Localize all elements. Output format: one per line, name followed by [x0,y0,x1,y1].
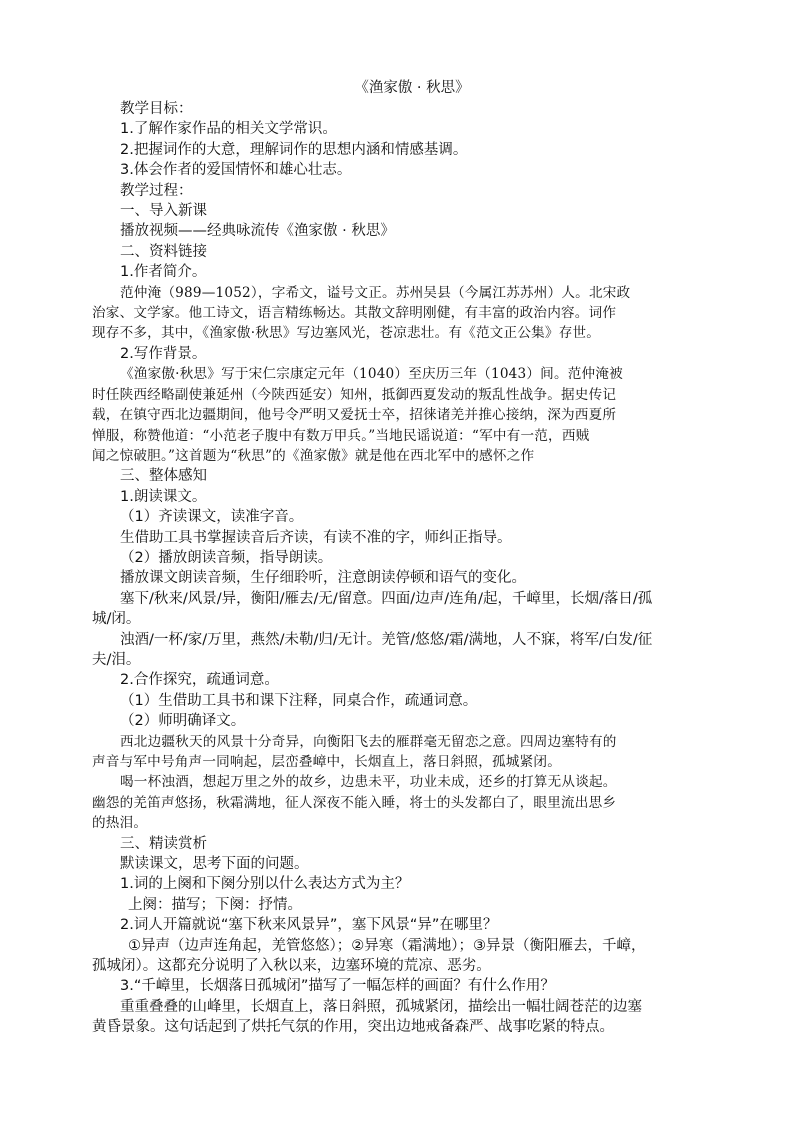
text-line: 现存不多，其中，《渔家傲·秋思》写边塞风光，苍凉悲壮。有《范文正公集》存世。 [92,325,601,342]
text-line: 1.作者简介。 [120,264,207,281]
text-line: 教学过程： [120,182,193,199]
text-line: （2）师明确译文。 [120,713,246,730]
text-line: 2.写作背景。 [120,345,207,362]
text-line: 生借助工具书掌握读音后齐读，有读不准的字，师纠正指导。 [120,529,512,546]
text-line: 播放视频——经典咏流传《渔家傲 · 秋思》 [120,223,395,240]
text-line: ①异声（边声连角起，羌管悠悠）；②异寒（霜满地）；③异景（衡阳雁去，千嶂， [128,937,646,954]
text-line: 1.朗读课文。 [120,488,207,505]
text-line: 二、资料链接 [120,243,207,260]
document-page [92,78,702,1038]
text-line: 夫/泪。 [92,651,141,668]
text-line: 孤城闭）。这都充分说明了入秋以来，边塞环境的荒凉、恶劣。 [92,958,491,975]
text-line: 幽怨的羌笛声悠扬，秋霜满地，征人深夜不能入睡，将士的头发都白了，眼里流出思乡 [92,794,617,811]
text-line: （2）播放朗读音频，指导朗读。 [120,549,333,566]
text-line: （1）生借助工具书和课下注释，同桌合作，疏通词意。 [120,692,478,709]
text-line: 3.“千嶂里，长烟落日孤城闭”描写了一幅怎样的画面？有什么作用？ [120,978,555,995]
text-line: 浊酒/一杯/家/万里，燕然/未勒/归/无计。羌管/悠悠/霜/满地，人不寐，将军/白发/征 [120,631,653,648]
text-line: 重重叠叠的山峰里，长烟直上，落日斜照，孤城紧闭，描绘出一幅壮阔苍茫的边塞 [120,998,642,1015]
text-line: 3.体会作者的爱国情怀和雄心壮志。 [120,162,352,179]
text-line: 教学目标： [120,101,193,117]
page-title: 《渔家傲 · 秋思》 [354,80,470,96]
text-line: 黄昏景象。这句话起到了烘托气氛的作用，突出边地戒备森严、战事吃紧的特点。 [92,1019,614,1036]
text-line: 城/闭。 [92,611,141,628]
text-line: 闻之惊破胆。”这首题为“秋思”的《渔家傲》就是他在西北军中的感怀之作 [92,447,535,464]
text-line: 的热泪。 [92,815,148,832]
text-line: 2.把握词作的大意，理解词作的思想内涵和情感基调。 [120,141,468,158]
text-line: 声音与军中号角声一同响起，层峦叠嶂中，长烟直上，落日斜照，孤城紧闭。 [92,754,561,770]
text-line: 治家、文学家。他工诗文，语言精练畅达。其散文辞明刚健，有丰富的政治内容。词作 [92,305,617,322]
text-line: 西北边疆秋天的风景十分奇异，向衡阳飞去的雁群毫无留恋之意。四周边塞特有的 [120,733,617,750]
text-line: 范仲淹（989—1052），字希文，谥号文正。苏州吴县（今属江苏苏州）人。北宋政 [120,284,631,301]
text-line: 默读课文，思考下面的问题。 [120,856,309,873]
text-line: 1.词的上阕和下阕分别以什么表达方式为主？ [120,876,410,893]
text-line: 三、精读赏析 [120,835,207,852]
document-body [92,99,702,1038]
text-line: 时任陕西经略副使兼延州（今陕西延安）知州，抵御西夏发动的叛乱性战争。据史传记 [92,386,617,403]
text-line: 播放课文朗读音频，生仔细聆听，注意朗读停顿和语气的变化。 [120,570,526,587]
text-line: 2.词人开篇就说“塞下秋来风景异”，塞下风景“异”在哪里？ [120,917,498,934]
text-line: （1）齐读课文，读准字音。 [120,509,304,526]
text-line: 1.了解作家作品的相关文学常识。 [120,121,337,138]
text-line: 上阕：描写；下阕：抒情。 [128,896,302,913]
text-line: 《渔家傲·秋思》写于宋仁宗康定元年（1040）至庆历三年（1043）间。范仲淹被 [120,366,623,383]
text-line: 喝一杯浊酒，想起万里之外的故乡，边患未平，功业未成，还乡的打算无从谈起。 [120,774,617,791]
text-line: 载，在镇守西北边疆期间，他号令严明又爱抚士卒，招徕诸羌并推心接纳，深为西夏所 [92,407,617,424]
text-line: 2.合作探究，疏通词意。 [120,672,279,689]
text-line: 一、导入新课 [120,203,207,220]
text-line: 惮服，称赞他道：“小范老子腹中有数万甲兵。”当地民谣说道：“军中有一范，西贼 [92,427,590,444]
text-line: 塞下/秋来/风景/异，衡阳/雁去/无/留意。四面/边声/连角/起，千嶂里，长烟/落日/孤 [120,590,653,607]
text-line: 三、整体感知 [120,468,207,485]
